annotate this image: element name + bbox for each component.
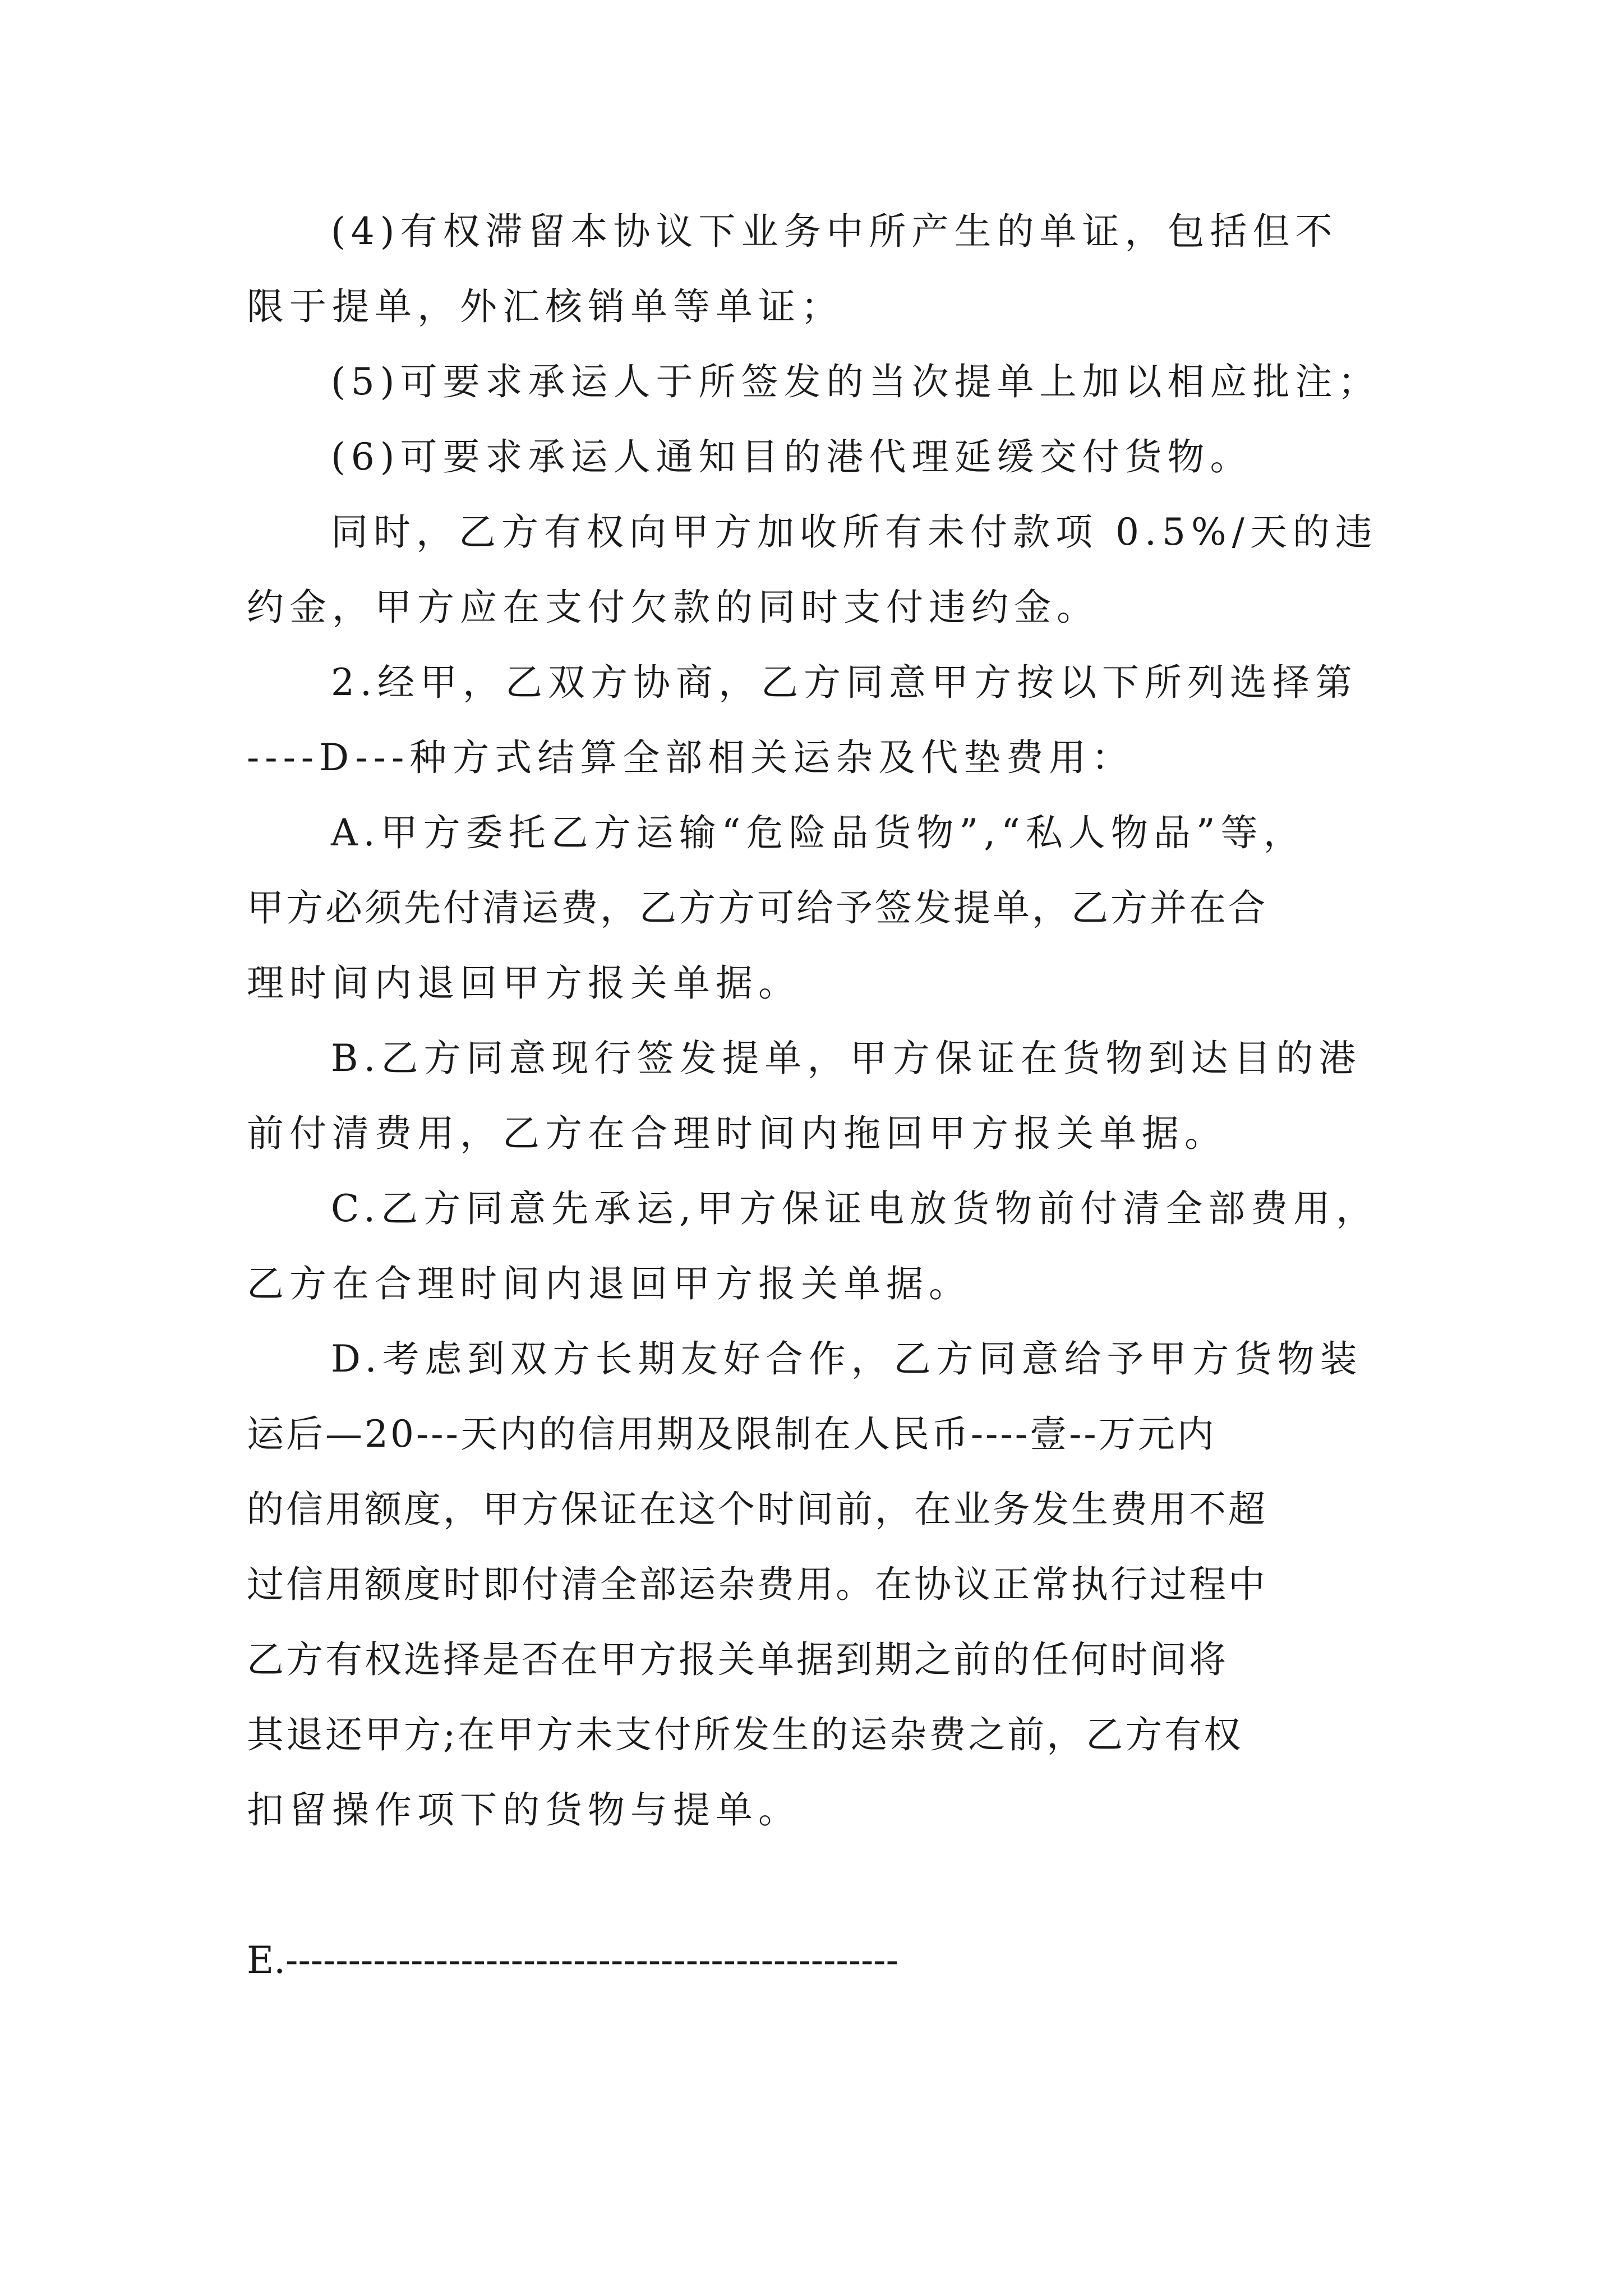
text-line: A.甲方委托乙方运输“危险品货物”,“私人物品”等，: [331, 811, 1306, 854]
text-line: 过信用额度时即付清全部运杂费用。在协议正常执行过程中: [247, 1563, 1267, 1606]
text-line: 2.经甲，乙双方协商，乙方同意甲方按以下所列选择第: [331, 661, 1358, 704]
text-line-e: E.-------------------------------------------------: [247, 1939, 898, 1982]
text-line: ----D---种方式结算全部相关运杂及代垫费用：: [247, 736, 1135, 779]
text-line: 前付清费用，乙方在合理时间内拖回甲方报关单据。: [247, 1112, 1227, 1155]
text-line: 限于提单，外汇核销单等单证；: [247, 285, 843, 328]
text-line: 扣留操作项下的货物与提单。: [247, 1788, 801, 1832]
text-line: 其退还甲方;在甲方未支付所发生的运杂费之前，乙方有权: [247, 1713, 1243, 1756]
text-line: B.乙方同意现行签发提单，甲方保证在货物到达目的港: [331, 1037, 1362, 1080]
text-line: 约金，甲方应在支付欠款的同时支付违约金。: [247, 586, 1099, 629]
text-line: (6)可要求承运人通知目的港代理延缓交付货物。: [331, 435, 1253, 478]
text-line: 运后—20---天内的信用期及限制在人民币----壹--万元内: [247, 1412, 1216, 1456]
text-line: 的信用额度，甲方保证在这个时间前，在业务发生费用不超: [247, 1488, 1267, 1531]
text-line: 同时，乙方有权向甲方加收所有未付款项 0.5%/天的违: [331, 510, 1378, 554]
text-line: C.乙方同意先承运,甲方保证电放货物前付清全部费用，: [331, 1187, 1379, 1230]
text-line: D.考虑到双方长期友好合作，乙方同意给予甲方货物装: [331, 1337, 1363, 1381]
text-line: 甲方必须先付清运费，乙方方可给予签发提单，乙方并在合: [247, 886, 1267, 930]
document-body: [247, 210, 1391, 1982]
text-line: (5)可要求承运人于所签发的当次提单上加以相应批注；: [331, 360, 1381, 403]
text-line: 乙方有权选择是否在甲方报关单据到期之前的任何时间将: [247, 1638, 1228, 1681]
text-line: 理时间内退回甲方报关单据。: [247, 961, 801, 1005]
text-line: 乙方在合理时间内退回甲方报关单据。: [247, 1262, 971, 1305]
text-line: (4)有权滞留本协议下业务中所产生的单证，包括但不: [331, 210, 1338, 253]
